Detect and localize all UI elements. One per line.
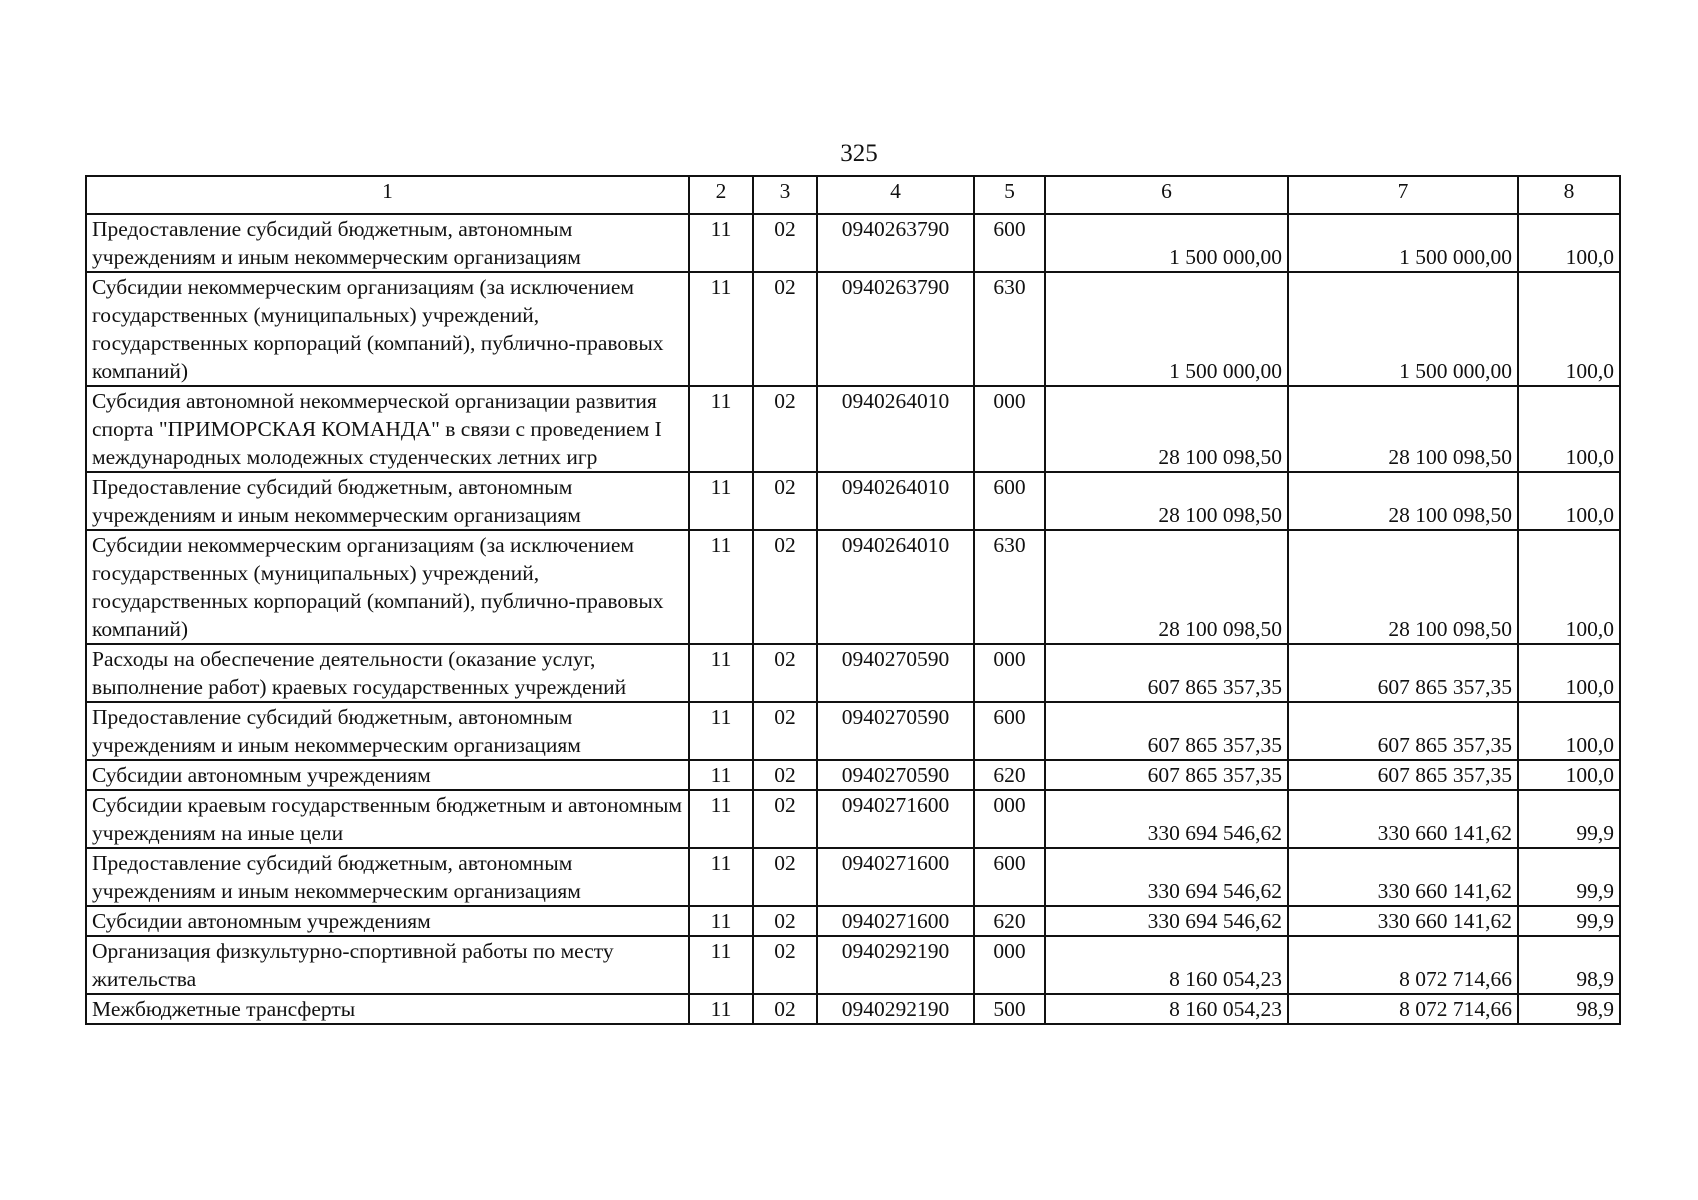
row-execution-percent: 100,0 <box>1518 214 1620 272</box>
row-subsection: 02 <box>753 472 817 530</box>
budget-table <box>85 175 1621 1025</box>
row-execution-percent: 99,9 <box>1518 790 1620 848</box>
row-expense-type: 630 <box>974 530 1045 644</box>
column-header: 8 <box>1518 176 1620 214</box>
table-row <box>86 644 1620 702</box>
row-approved-amount: 607 865 357,35 <box>1045 644 1288 702</box>
row-execution-percent: 100,0 <box>1518 644 1620 702</box>
column-header: 4 <box>817 176 974 214</box>
row-target-article: 0940292190 <box>817 936 974 994</box>
row-subsection: 02 <box>753 848 817 906</box>
row-execution-percent: 98,9 <box>1518 936 1620 994</box>
table-row <box>86 994 1620 1024</box>
row-description: Организация физкультурно-спортивной работы по месту жительства <box>86 936 689 994</box>
row-expense-type: 620 <box>974 906 1045 936</box>
table-row <box>86 936 1620 994</box>
table-row <box>86 272 1620 386</box>
column-header: 5 <box>974 176 1045 214</box>
page-number: 325 <box>840 140 878 167</box>
row-target-article: 0940263790 <box>817 214 974 272</box>
row-description: Межбюджетные трансферты <box>86 994 689 1024</box>
row-target-article: 0940270590 <box>817 644 974 702</box>
row-expense-type: 000 <box>974 644 1045 702</box>
row-approved-amount: 8 160 054,23 <box>1045 936 1288 994</box>
row-description: Субсидия автономной некоммерческой организации развития спорта "ПРИМОРСКАЯ КОМАНДА" в связи с проведением I международных молодежных студенческих летних игр <box>86 386 689 472</box>
row-section: 11 <box>689 936 753 994</box>
row-section: 11 <box>689 644 753 702</box>
table-row <box>86 790 1620 848</box>
row-target-article: 0940264010 <box>817 472 974 530</box>
row-execution-percent: 99,9 <box>1518 906 1620 936</box>
table-row <box>86 530 1620 644</box>
row-execution-percent: 100,0 <box>1518 702 1620 760</box>
table-row <box>86 214 1620 272</box>
row-execution-percent: 100,0 <box>1518 472 1620 530</box>
row-target-article: 0940263790 <box>817 272 974 386</box>
row-approved-amount: 330 694 546,62 <box>1045 906 1288 936</box>
row-target-article: 0940271600 <box>817 906 974 936</box>
table-row <box>86 702 1620 760</box>
row-expense-type: 600 <box>974 848 1045 906</box>
column-header: 6 <box>1045 176 1288 214</box>
row-approved-amount: 8 160 054,23 <box>1045 994 1288 1024</box>
row-description: Субсидии некоммерческим организациям (за исключением государственных (муниципальных) учреждений, государственных корпораций (компаний), публично-правовых компаний) <box>86 530 689 644</box>
row-section: 11 <box>689 472 753 530</box>
row-description: Субсидии некоммерческим организациям (за исключением государственных (муниципальных) учреждений, государственных корпораций (компаний), публично-правовых компаний) <box>86 272 689 386</box>
row-executed-amount: 28 100 098,50 <box>1288 472 1518 530</box>
table-header-row <box>86 176 1620 214</box>
row-description: Субсидии автономным учреждениям <box>86 760 689 790</box>
row-section: 11 <box>689 386 753 472</box>
row-executed-amount: 607 865 357,35 <box>1288 702 1518 760</box>
row-expense-type: 000 <box>974 790 1045 848</box>
row-subsection: 02 <box>753 272 817 386</box>
row-approved-amount: 330 694 546,62 <box>1045 790 1288 848</box>
row-approved-amount: 330 694 546,62 <box>1045 848 1288 906</box>
row-executed-amount: 8 072 714,66 <box>1288 994 1518 1024</box>
row-description: Субсидии краевым государственным бюджетным и автономным учреждениям на иные цели <box>86 790 689 848</box>
table-row <box>86 760 1620 790</box>
row-execution-percent: 98,9 <box>1518 994 1620 1024</box>
column-header: 1 <box>86 176 689 214</box>
table-row <box>86 472 1620 530</box>
table-row <box>86 848 1620 906</box>
row-approved-amount: 28 100 098,50 <box>1045 530 1288 644</box>
row-target-article: 0940271600 <box>817 848 974 906</box>
row-subsection: 02 <box>753 906 817 936</box>
row-approved-amount: 607 865 357,35 <box>1045 702 1288 760</box>
row-section: 11 <box>689 214 753 272</box>
row-target-article: 0940270590 <box>817 760 974 790</box>
row-subsection: 02 <box>753 994 817 1024</box>
row-executed-amount: 8 072 714,66 <box>1288 936 1518 994</box>
row-section: 11 <box>689 848 753 906</box>
row-description: Предоставление субсидий бюджетным, автономным учреждениям и иным некоммерческим организациям <box>86 848 689 906</box>
row-expense-type: 630 <box>974 272 1045 386</box>
row-executed-amount: 607 865 357,35 <box>1288 760 1518 790</box>
row-expense-type: 500 <box>974 994 1045 1024</box>
row-executed-amount: 1 500 000,00 <box>1288 214 1518 272</box>
row-expense-type: 000 <box>974 386 1045 472</box>
row-subsection: 02 <box>753 214 817 272</box>
row-approved-amount: 1 500 000,00 <box>1045 214 1288 272</box>
row-subsection: 02 <box>753 760 817 790</box>
row-description: Субсидии автономным учреждениям <box>86 906 689 936</box>
row-subsection: 02 <box>753 936 817 994</box>
row-section: 11 <box>689 702 753 760</box>
row-approved-amount: 28 100 098,50 <box>1045 472 1288 530</box>
table-row <box>86 906 1620 936</box>
column-header: 3 <box>753 176 817 214</box>
row-description: Предоставление субсидий бюджетным, автономным учреждениям и иным некоммерческим организациям <box>86 702 689 760</box>
row-expense-type: 600 <box>974 702 1045 760</box>
row-expense-type: 600 <box>974 214 1045 272</box>
row-subsection: 02 <box>753 530 817 644</box>
row-target-article: 0940264010 <box>817 386 974 472</box>
row-target-article: 0940264010 <box>817 530 974 644</box>
row-expense-type: 620 <box>974 760 1045 790</box>
row-subsection: 02 <box>753 644 817 702</box>
row-execution-percent: 100,0 <box>1518 272 1620 386</box>
row-section: 11 <box>689 994 753 1024</box>
row-executed-amount: 28 100 098,50 <box>1288 530 1518 644</box>
row-subsection: 02 <box>753 790 817 848</box>
row-approved-amount: 28 100 098,50 <box>1045 386 1288 472</box>
row-execution-percent: 99,9 <box>1518 848 1620 906</box>
column-header: 2 <box>689 176 753 214</box>
row-section: 11 <box>689 906 753 936</box>
row-section: 11 <box>689 760 753 790</box>
row-subsection: 02 <box>753 702 817 760</box>
row-target-article: 0940270590 <box>817 702 974 760</box>
row-expense-type: 600 <box>974 472 1045 530</box>
row-description: Расходы на обеспечение деятельности (оказание услуг, выполнение работ) краевых государственных учреждений <box>86 644 689 702</box>
row-section: 11 <box>689 530 753 644</box>
row-executed-amount: 330 660 141,62 <box>1288 848 1518 906</box>
row-execution-percent: 100,0 <box>1518 386 1620 472</box>
row-execution-percent: 100,0 <box>1518 760 1620 790</box>
row-executed-amount: 28 100 098,50 <box>1288 386 1518 472</box>
table-row <box>86 386 1620 472</box>
row-expense-type: 000 <box>974 936 1045 994</box>
row-execution-percent: 100,0 <box>1518 530 1620 644</box>
row-approved-amount: 1 500 000,00 <box>1045 272 1288 386</box>
row-subsection: 02 <box>753 386 817 472</box>
row-target-article: 0940271600 <box>817 790 974 848</box>
row-section: 11 <box>689 790 753 848</box>
row-description: Предоставление субсидий бюджетным, автономным учреждениям и иным некоммерческим организациям <box>86 472 689 530</box>
row-executed-amount: 330 660 141,62 <box>1288 906 1518 936</box>
row-description: Предоставление субсидий бюджетным, автономным учреждениям и иным некоммерческим организациям <box>86 214 689 272</box>
row-executed-amount: 1 500 000,00 <box>1288 272 1518 386</box>
row-approved-amount: 607 865 357,35 <box>1045 760 1288 790</box>
row-executed-amount: 330 660 141,62 <box>1288 790 1518 848</box>
column-header: 7 <box>1288 176 1518 214</box>
row-target-article: 0940292190 <box>817 994 974 1024</box>
row-executed-amount: 607 865 357,35 <box>1288 644 1518 702</box>
row-section: 11 <box>689 272 753 386</box>
